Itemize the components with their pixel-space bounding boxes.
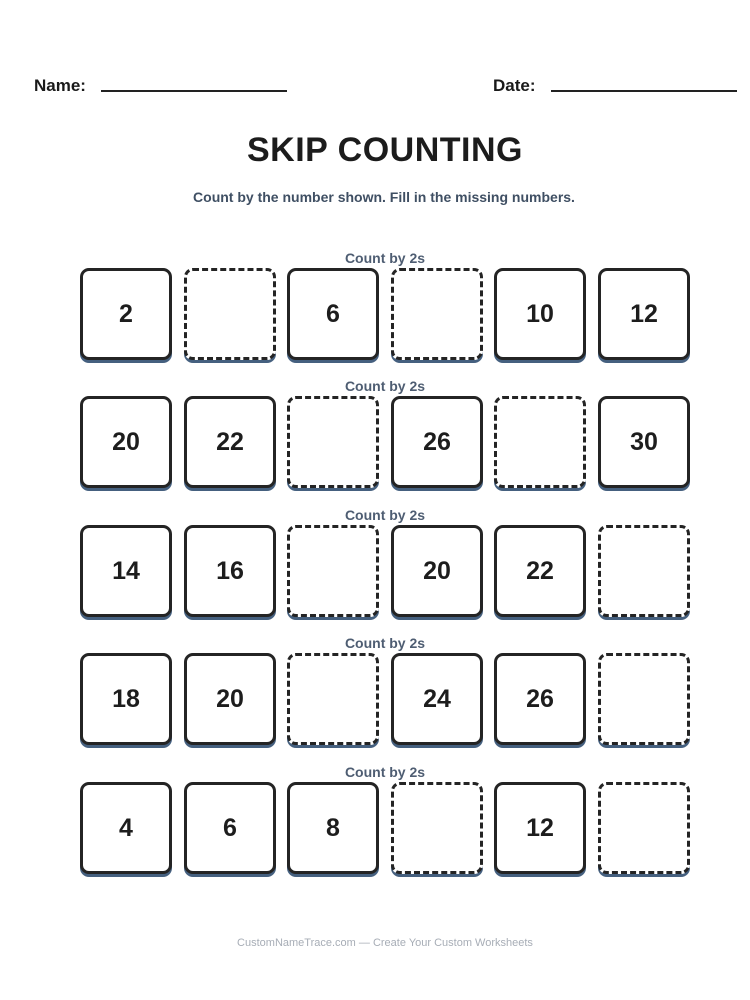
number-boxes	[80, 525, 700, 621]
number-box: 30	[598, 396, 690, 488]
number-box: 10	[494, 268, 586, 360]
row-label: Count by 2s	[344, 250, 426, 266]
number-box: 26	[494, 653, 586, 745]
number-box: 20	[184, 653, 276, 745]
date-field[interactable]	[551, 90, 737, 92]
number-box: 20	[80, 396, 172, 488]
header-row	[0, 76, 750, 100]
number-box: 8	[287, 782, 379, 874]
blank-answer-box[interactable]	[494, 396, 586, 488]
instructions: Count by the number shown. Fill in the missing numbers.	[193, 189, 575, 205]
number-box: 26	[391, 396, 483, 488]
blank-answer-box[interactable]	[287, 525, 379, 617]
blank-answer-box[interactable]	[598, 782, 690, 874]
blank-answer-box[interactable]	[598, 525, 690, 617]
blank-answer-box[interactable]	[287, 653, 379, 745]
blank-answer-box[interactable]	[287, 396, 379, 488]
date-label: Date:	[493, 76, 536, 95]
number-boxes	[80, 782, 700, 878]
number-box: 14	[80, 525, 172, 617]
number-box: 2	[80, 268, 172, 360]
number-box: 6	[287, 268, 379, 360]
number-box: 24	[391, 653, 483, 745]
number-box: 6	[184, 782, 276, 874]
page-title: SKIP COUNTING	[246, 131, 523, 169]
blank-answer-box[interactable]	[391, 782, 483, 874]
number-box: 22	[494, 525, 586, 617]
number-box: 4	[80, 782, 172, 874]
number-box: 16	[184, 525, 276, 617]
footer-credit: CustomNameTrace.com — Create Your Custom Worksheets	[237, 937, 533, 949]
number-boxes	[80, 653, 700, 749]
number-box: 20	[391, 525, 483, 617]
number-box: 22	[184, 396, 276, 488]
number-box: 12	[598, 268, 690, 360]
number-box: 12	[494, 782, 586, 874]
number-box: 18	[80, 653, 172, 745]
row-label: Count by 2s	[344, 378, 426, 394]
number-boxes	[80, 396, 700, 492]
number-boxes	[80, 268, 700, 364]
name-label: Name:	[34, 76, 86, 95]
row-label: Count by 2s	[344, 507, 426, 523]
blank-answer-box[interactable]	[184, 268, 276, 360]
blank-answer-box[interactable]	[598, 653, 690, 745]
row-label: Count by 2s	[344, 764, 426, 780]
blank-answer-box[interactable]	[391, 268, 483, 360]
name-field[interactable]	[101, 90, 287, 92]
row-label: Count by 2s	[344, 635, 426, 651]
